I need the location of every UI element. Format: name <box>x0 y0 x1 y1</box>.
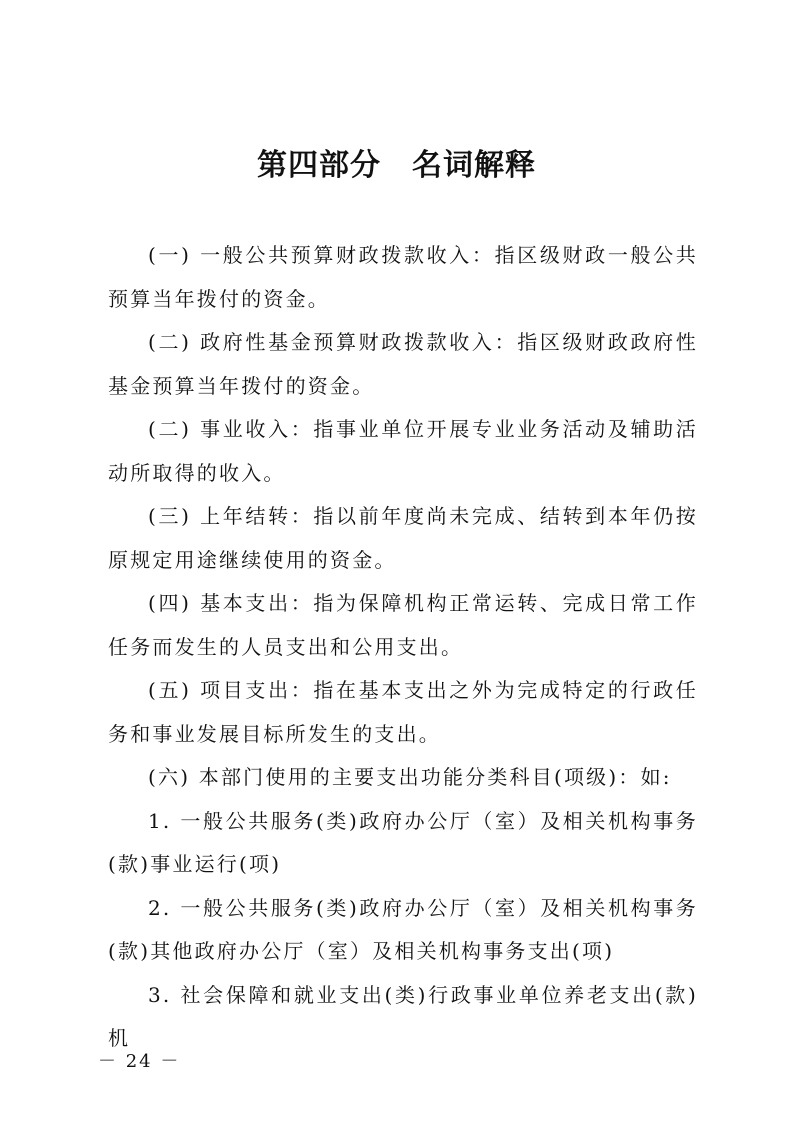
section-title: 第四部分 名词解释 <box>257 148 536 183</box>
paragraph-previous-year-carryover: (三) 上年结转：指以前年度尚未完成、结转到本年仍按原规定用途继续使用的资金。 <box>108 504 698 572</box>
paragraph-basic-expenditure: (四) 基本支出：指为保障机构正常运转、完成日常工作任务而发生的人员支出和公用支出。 <box>108 591 698 659</box>
paragraph-business-income: (二) 事业收入：指事业单位开展专业业务活动及辅助活动所取得的收入。 <box>108 417 698 485</box>
paragraph-government-fund-income: (二) 政府性基金预算财政拨款收入：指区级财政政府性基金预算当年拨付的资金。 <box>108 330 698 398</box>
document-body <box>108 234 698 1061</box>
paragraph-functional-classification: (六) 本部门使用的主要支出功能分类科目(项级)：如: <box>148 765 672 789</box>
list-item-2: 2. 一般公共服务(类)政府办公厅（室）及相关机构事务(款)其他政府办公厅（室）及相关机构事务支出(项) <box>108 895 698 963</box>
paragraph-general-budget-income: (一) 一般公共预算财政拨款收入：指区级财政一般公共预算当年拨付的资金。 <box>108 243 698 311</box>
paragraph-project-expenditure: (五) 项目支出：指在基本支出之外为完成特定的行政任务和事业发展目标所发生的支出。 <box>108 678 698 746</box>
list-item-3: 3. 社会保障和就业支出(类)行政事业单位养老支出(款)机 <box>108 982 698 1050</box>
page-number: － 24 － <box>98 1051 181 1072</box>
list-item-1: 1. 一般公共服务(类)政府办公厅（室）及相关机构事务(款)事业运行(项) <box>108 808 698 876</box>
